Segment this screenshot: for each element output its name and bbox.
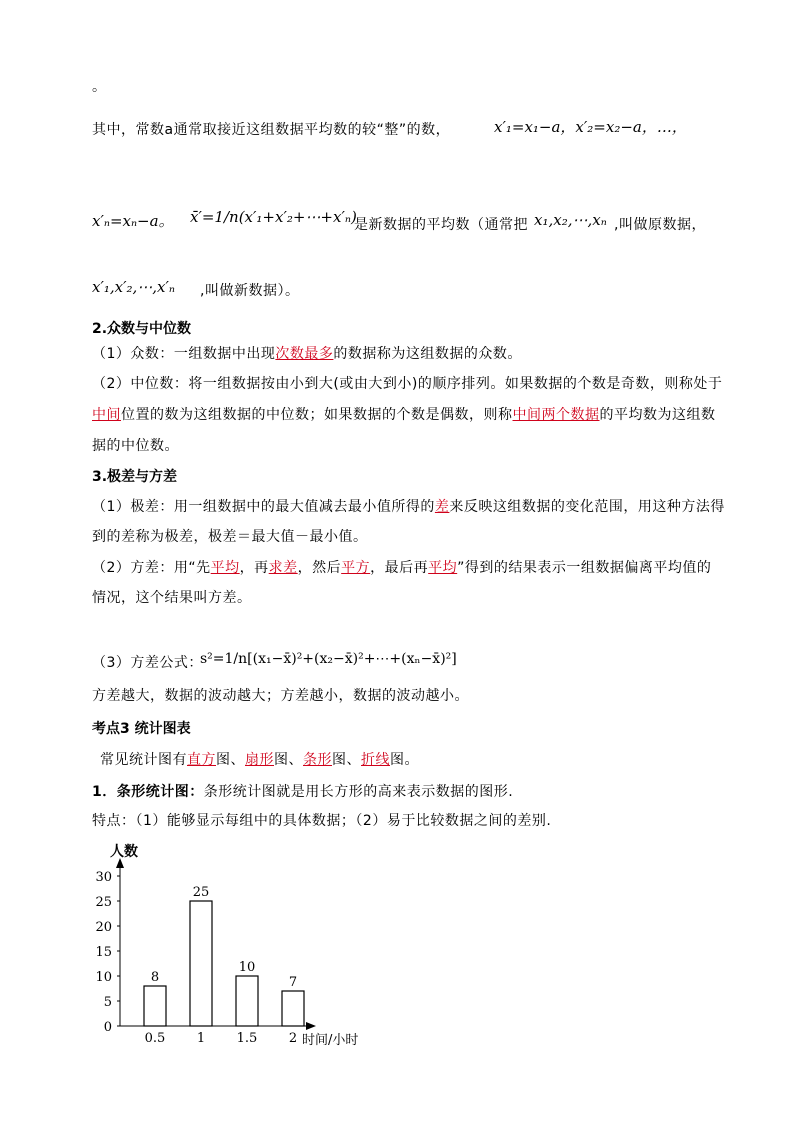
bar [190,901,212,1026]
underlined-term: 中间两个数据 [512,407,600,423]
text-run: （1）极差：用一组数据中的最大值减去最小值所得的 [92,499,435,515]
underlined-term: 平方 [341,560,371,576]
x-axis-arrow [306,1022,316,1030]
text-run: 图、 [216,752,245,768]
x-tick-label: 1.5 [236,1031,258,1046]
bar-data-label: 10 [238,960,256,975]
section2-p2-line1: （2）中位数：将一组数据按由小到大(或由大到小)的顺序排列。如果数据的个数是奇数，则称处于 [92,376,723,392]
section3-p1-line1 [92,497,725,517]
text-run: 常见统计图有 [100,752,187,768]
underlined-term: 平均 [428,560,458,576]
x-tick-label: 2 [288,1031,298,1046]
section2-p2-line2 [92,405,716,425]
underlined-term: 差 [434,499,450,515]
intro-line2-math-c: x₁,x₂,⋯,xₙ [534,211,607,229]
y-tick-label: 0 [103,1020,112,1035]
underlined-term: 条形 [303,752,332,768]
text-run: ，最后再 [370,560,429,576]
text-run: 的数据称为这组数据的众数。 [333,346,522,362]
bar [144,986,166,1026]
section2-p2-line3: 据的中位数。 [92,438,179,454]
intro-line2-text2: ,叫做原数据， [614,217,706,233]
underlined-term: 折线 [361,752,390,768]
intro-line1-math: x′₁=x₁−a，x′₂=x₂−a，…， [494,118,687,136]
text-run: 图、 [332,752,361,768]
text-run: 的平均数为这组数 [599,407,716,423]
intro-line1-text: 其中，常数a通常取接近这组数据平均数的较“整”的数， [92,122,451,138]
text-run: 位置的数为这组数据的中位数；如果数据的个数是偶数，则称 [121,407,513,423]
underlined-term: 中间 [92,407,121,423]
bar [236,976,258,1026]
y-tick-label: 5 [103,995,112,1010]
y-tick-label: 10 [95,970,112,985]
y-tick-label: 30 [95,870,112,885]
top-mark: 。 [92,79,106,95]
bar-data-label: 8 [150,970,160,985]
underlined-term: 平均 [210,560,240,576]
bar-data-label: 7 [288,975,298,990]
intro-line2-text: 是新数据的平均数（通常把 [354,217,528,233]
bar [282,991,304,1026]
y-tick-label: 20 [95,920,112,935]
text-run: ，然后 [297,560,342,576]
section3-p3-label: （3）方差公式： [92,655,203,671]
x-tick-label: 1 [196,1031,206,1046]
intro-line3-math: x′₁,x′₂,⋯,x′ₙ [92,278,176,296]
text-run: （1）众数：一组数据中出现 [92,346,276,362]
text-run: ”得到的结果表示一组数据偏离平均值的 [457,560,712,576]
text-run: ，再 [239,560,269,576]
bar-chart-term: 1．条形统计图： [92,784,204,800]
section3-p2-line1 [92,558,711,578]
section3-heading: 3.极差与方差 [92,469,178,485]
text-run: 图。 [390,752,419,768]
underlined-term: 求差 [268,560,298,576]
underlined-term: 次数最多 [275,346,334,362]
y-tick-label: 15 [95,945,112,960]
underlined-term: 直方 [187,752,216,768]
bar-chart [80,836,380,1056]
text-run: 图、 [274,752,303,768]
kaodian3-p1 [100,750,419,770]
bar-data-label: 25 [192,885,210,900]
kaodian3-p2 [92,782,513,802]
underlined-term: 扇形 [245,752,274,768]
x-tick-label: 0.5 [144,1031,166,1046]
section3-p2-line2: 情况，这个结果叫方差。 [92,590,252,606]
kaodian3-p3: 特点：（1）能够显示每组中的具体数据；（2）易于比较数据之间的差别. [92,813,552,829]
text-run: 来反映这组数据的变化范围，用这种方法得 [449,499,725,515]
section3-p1-line2: 到的差称为极差，极差＝最大值－最小值。 [92,529,368,545]
intro-line3-text: ,叫做新数据）。 [200,283,300,299]
text-run: 条形统计图就是用长方形的高来表示数据的图形. [203,784,514,800]
intro-line2-math-a: x′ₙ=xₙ−a。 [92,212,174,230]
y-axis-label: 人数 [110,844,138,860]
x-axis-label: 时间/小时 [302,1033,359,1048]
intro-line2-math-b: x̄′=1/n(x′₁+x′₂+⋯+x′ₙ) [190,208,357,226]
text-run: （2）方差：用“先 [92,560,211,576]
section2-p1 [92,344,522,364]
variance-formula: s²=1/n[(x₁−x̄)²+(x₂−x̄)²+⋯+(xₙ−x̄)²] [200,651,457,667]
y-tick-label: 25 [95,895,112,910]
kaodian3-heading: 考点3 统计图表 [92,721,191,737]
section3-p4: 方差越大，数据的波动越大；方差越小，数据的波动越小。 [92,688,469,704]
section2-heading: 2.众数与中位数 [92,321,192,337]
